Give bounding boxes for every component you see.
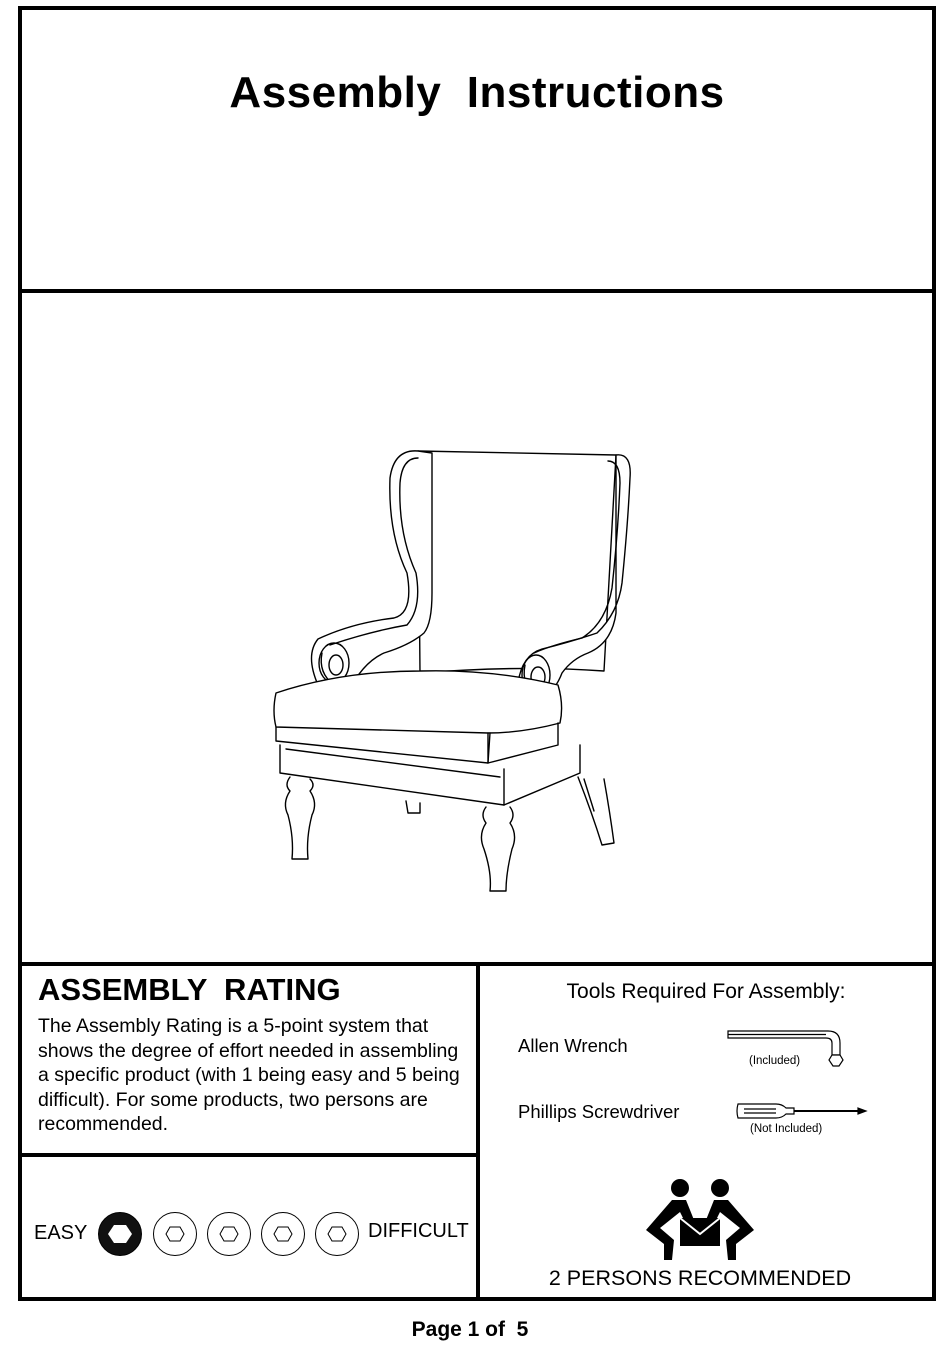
screwdriver-note: (Not Included): [750, 1123, 823, 1135]
rating-title: ASSEMBLY RATING: [38, 972, 341, 1007]
tools-section: [480, 966, 932, 1297]
hex-nut-icon: [273, 1224, 293, 1244]
rating-description: The Assembly Rating is a 5-point system that shows the degree of effort needed in assembling a specific product (with 1 being easy and 5 being difficult). For some products, two persons are recommended.: [38, 1015, 460, 1135]
rating-circle-4: [261, 1212, 305, 1256]
assembly-rating-section: [22, 966, 480, 1157]
page-number: Page 1 of 5: [411, 1318, 529, 1341]
product-image-section: [22, 293, 932, 966]
tool-phillips-screwdriver-label: Phillips Screwdriver: [518, 1101, 680, 1122]
hex-nut-icon: [327, 1224, 347, 1244]
easy-label: EASY: [34, 1222, 88, 1244]
wingback-armchair-illustration: [22, 293, 932, 962]
title-section: [22, 10, 932, 293]
rating-circle-1-filled: [98, 1212, 142, 1256]
hex-nut-icon: [107, 1221, 133, 1247]
allen-wrench-note: (Included): [749, 1055, 801, 1067]
screwdriver-icon: [736, 1100, 868, 1122]
instruction-sheet: [18, 6, 936, 1301]
rating-circle-5: [315, 1212, 359, 1256]
tool-allen-wrench-label: Allen Wrench: [518, 1035, 628, 1056]
persons-recommended-label: 2 PERSONS RECOMMENDED: [548, 1266, 852, 1290]
tools-title: Tools Required For Assembly:: [566, 980, 846, 1003]
rating-circle-3: [207, 1212, 251, 1256]
page-title: Assembly Instructions: [229, 68, 725, 117]
hex-nut-icon: [219, 1224, 239, 1244]
two-persons-lifting-icon: [642, 1176, 758, 1262]
difficulty-scale: [22, 1157, 480, 1297]
difficult-label: DIFFICULT: [368, 1220, 469, 1242]
hex-nut-icon: [165, 1224, 185, 1244]
rating-circle-2: [153, 1212, 197, 1256]
